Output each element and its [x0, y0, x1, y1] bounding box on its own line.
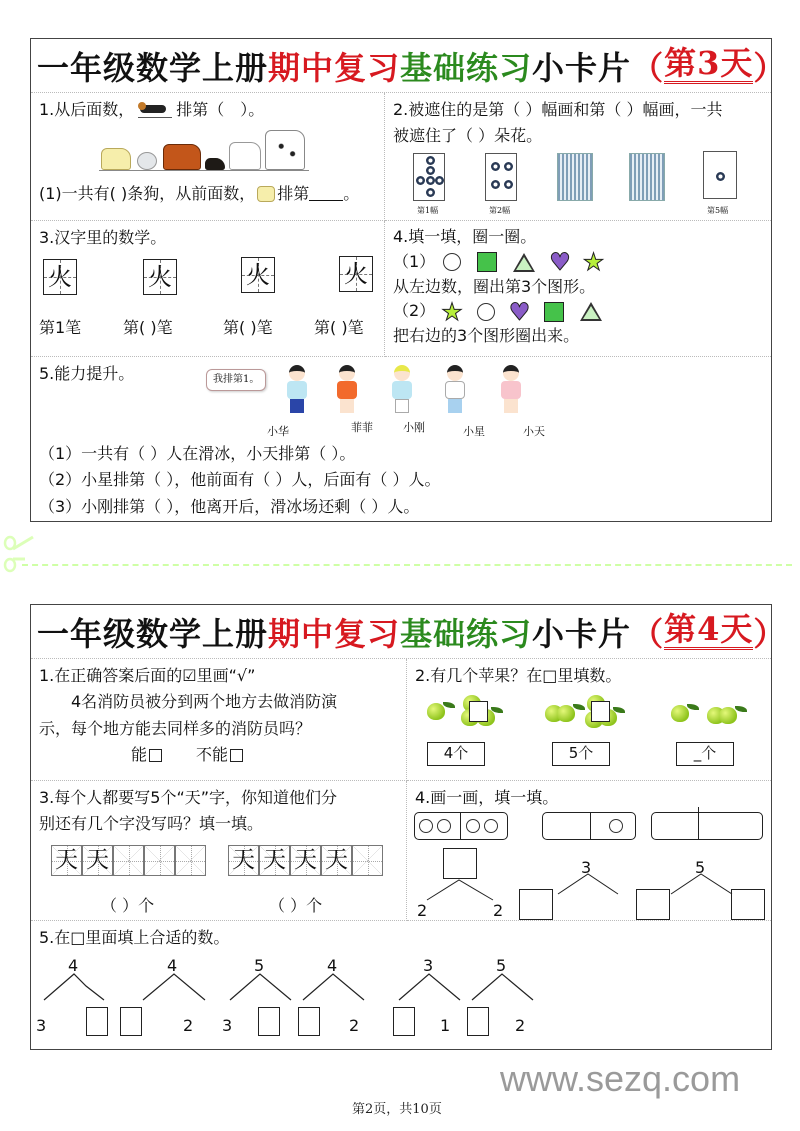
count-answer[interactable]: （ ）个 [269, 896, 323, 915]
number-top: 4 [327, 956, 338, 975]
sub-label: （1） [393, 251, 436, 271]
kid-name: 小星 [463, 425, 485, 438]
painting-label: 第5幅 [707, 206, 729, 215]
painting-2 [485, 153, 517, 201]
question-text: 3.每个人都要写5个“天”字，你知道他们分 [39, 788, 338, 807]
question-text: 2.有几个苹果？在□里填数。 [415, 666, 622, 685]
dachshund-icon [205, 158, 225, 170]
question-text: 5.能力提升。 [39, 364, 135, 383]
skater-icon [439, 365, 469, 415]
number-part: 2 [417, 901, 428, 920]
painting-5 [703, 151, 737, 199]
writing-grid-empty[interactable] [352, 845, 383, 876]
scissors-icon [3, 535, 43, 575]
greyhound-icon [229, 142, 261, 170]
answer-box[interactable] [120, 1007, 142, 1036]
number-top: 3 [581, 858, 592, 877]
number-part: 2 [349, 1016, 360, 1035]
title-day: 第4天 [664, 610, 754, 649]
writing-grid: 天 [82, 845, 113, 876]
apple-count-box[interactable] [469, 701, 488, 722]
checkbox-yes[interactable] [149, 749, 162, 762]
painting-label: 第2幅 [489, 206, 511, 215]
great-dane-icon [265, 130, 305, 170]
question-3 [31, 221, 385, 357]
answer-box[interactable] [258, 1007, 280, 1036]
title-grade: 一年级数学上册 [37, 614, 269, 653]
stroke-answer[interactable]: 第( )笔 [314, 318, 364, 337]
title-card: 小卡片 [532, 48, 632, 87]
stroke-grid-4: 火 [339, 256, 373, 292]
title-paren: ） [753, 614, 787, 653]
count-answer[interactable]: （ ）个 [101, 896, 155, 915]
cut-line [22, 564, 792, 566]
triangle-icon[interactable] [513, 253, 535, 272]
writing-grid: 天 [51, 845, 82, 876]
kid-name: 小天 [523, 425, 545, 438]
stroke-grid-1: 火 [43, 259, 77, 295]
star-icon[interactable]: ★ [441, 297, 463, 326]
stroke-label: 第1笔 [39, 318, 82, 337]
apple-icon [427, 703, 445, 720]
title-midterm: 期中复习 [268, 48, 401, 87]
number-bond-lines [407, 781, 771, 921]
number-top: 4 [68, 956, 79, 975]
title-basic: 基础练习 [400, 48, 533, 87]
question-text: 示，每个地方能去同样多的消防员吗？ [39, 718, 312, 738]
writing-grid-empty[interactable] [175, 845, 206, 876]
question-text: 4.画一画，填一填。 [415, 788, 559, 807]
question-text: 5.在□里面填上合适的数。 [39, 928, 230, 947]
number-part: 2 [515, 1016, 526, 1035]
question-3 [31, 781, 407, 921]
labrador-icon [101, 148, 131, 170]
question-5 [31, 921, 771, 1049]
number-part: 2 [493, 901, 504, 920]
apple-total: 4个 [427, 742, 485, 766]
painting-1 [413, 153, 445, 201]
number-part: 3 [36, 1016, 47, 1035]
number-part: 2 [183, 1016, 194, 1035]
question-text: 被遮住了（ ）朵花。 [393, 125, 543, 145]
writing-grid: 天 [228, 845, 259, 876]
title-paren: （ [631, 614, 665, 653]
dachshund-icon [138, 102, 172, 118]
number-top: 5 [695, 858, 706, 877]
question-text: 1.在正确答案后面的☑里画“√” [39, 666, 256, 685]
question-text: 4.填一填，圈一圈。 [393, 227, 537, 246]
triangle-icon[interactable] [580, 302, 602, 321]
answer-box[interactable] [393, 1007, 415, 1036]
heart-icon[interactable]: ♥ [549, 248, 571, 277]
skater-icon [495, 365, 525, 415]
sub-label: （2） [393, 301, 436, 321]
stroke-grid-3: 火 [241, 257, 275, 293]
title-day: 第3天 [664, 44, 754, 83]
question-text: 排第 [277, 184, 310, 203]
skater-icon [281, 365, 311, 415]
heart-icon[interactable]: ♥ [508, 297, 531, 326]
circle-icon[interactable] [477, 303, 495, 321]
question-text: 1.从后面数， [39, 100, 135, 119]
number-top: 5 [254, 956, 265, 975]
answer-blank[interactable] [309, 187, 343, 201]
german-shepherd-icon [163, 144, 201, 170]
apple-icon [719, 707, 737, 724]
card-title [31, 39, 787, 93]
painting-3-covered [557, 153, 593, 201]
option-label: 能 [131, 745, 148, 765]
number-top: 3 [423, 956, 434, 975]
title-basic: 基础练习 [400, 614, 533, 653]
watermark: www.sezq.com [500, 1058, 741, 1099]
writing-grid-empty[interactable] [144, 845, 175, 876]
question-4 [385, 221, 771, 357]
writing-grid: 天 [321, 845, 352, 876]
labrador-icon [257, 186, 275, 202]
number-part: 3 [222, 1016, 233, 1035]
question-1 [31, 93, 385, 221]
question-text: (1)一共有( )条狗，从前面数， [39, 184, 256, 203]
poodle-icon [137, 152, 157, 170]
writing-grid-empty[interactable] [113, 845, 144, 876]
apple-total-answer[interactable]: _个 [676, 742, 734, 766]
question-2 [407, 659, 771, 781]
stroke-answer[interactable]: 第( )笔 [223, 318, 273, 337]
number-top: 5 [496, 956, 507, 975]
painting-4-covered [629, 153, 665, 201]
title-paren: ） [753, 48, 787, 87]
apple-count-box[interactable] [591, 701, 610, 722]
square-icon[interactable] [544, 302, 564, 322]
skater-icon [386, 365, 416, 415]
writing-grid: 天 [290, 845, 321, 876]
title-midterm: 期中复习 [268, 614, 401, 653]
question-line: （3）小刚排第（ ），他离开后，滑冰场还剩（ ）人。 [39, 496, 420, 516]
question-text: 排第（ ）。 [176, 100, 265, 119]
stroke-grid-2: 火 [143, 259, 177, 295]
answer-box[interactable] [467, 1007, 489, 1036]
apple-total: 5个 [552, 742, 610, 766]
speech-bubble: 我排第1。 [206, 369, 266, 391]
instruction-text: 把右边的3个图形圈出来。 [393, 326, 580, 346]
dog-lineup [99, 133, 309, 171]
question-text: 4名消防员被分到两个地方去做消防演 [71, 692, 338, 712]
question-line: （1）一共有（ ）人在滑冰，小天排第（ ）。 [39, 444, 356, 463]
question-line: （2）小星排第（ ），他前面有（ ）人，后面有（ ）人。 [39, 470, 441, 490]
answer-box[interactable] [86, 1007, 108, 1036]
page-number: 第2页，共10页 [352, 1102, 442, 1117]
question-4 [407, 781, 771, 921]
title-card: 小卡片 [532, 614, 632, 653]
question-text: 。 [343, 184, 360, 203]
card-day4 [30, 604, 787, 1050]
kid-name: 小刚 [403, 421, 425, 434]
question-text: 3.汉字里的数学。 [39, 228, 167, 247]
apple-icon [671, 705, 689, 722]
title-paren: （ [631, 48, 665, 87]
card-day3 [30, 38, 787, 522]
question-1 [31, 659, 407, 781]
skater-icon [331, 365, 361, 415]
apple-icon [557, 705, 575, 722]
circle-icon[interactable] [443, 253, 461, 271]
square-icon[interactable] [477, 252, 497, 272]
question-text: 别还有几个字没写吗？填一填。 [39, 814, 264, 834]
kid-name: 小华 [267, 425, 289, 438]
instruction-text: 从左边数，圈出第3个图形。 [393, 276, 596, 296]
card-title [31, 605, 787, 659]
number-part: 1 [440, 1016, 451, 1035]
kid-name: 菲菲 [351, 421, 373, 434]
answer-box[interactable] [298, 1007, 320, 1036]
writing-grid: 天 [259, 845, 290, 876]
question-text: 2.被遮住的是第（ ）幅画和第（ ）幅画，一共 [393, 100, 723, 119]
checkbox-no[interactable] [230, 749, 243, 762]
question-5 [31, 357, 771, 521]
question-2 [385, 93, 771, 221]
stroke-answer[interactable]: 第( )笔 [123, 318, 173, 337]
title-grade: 一年级数学上册 [37, 48, 269, 87]
star-icon[interactable]: ★ [582, 248, 605, 277]
painting-label: 第1幅 [417, 206, 439, 215]
option-label: 不能 [196, 745, 229, 765]
number-top: 4 [167, 956, 178, 975]
